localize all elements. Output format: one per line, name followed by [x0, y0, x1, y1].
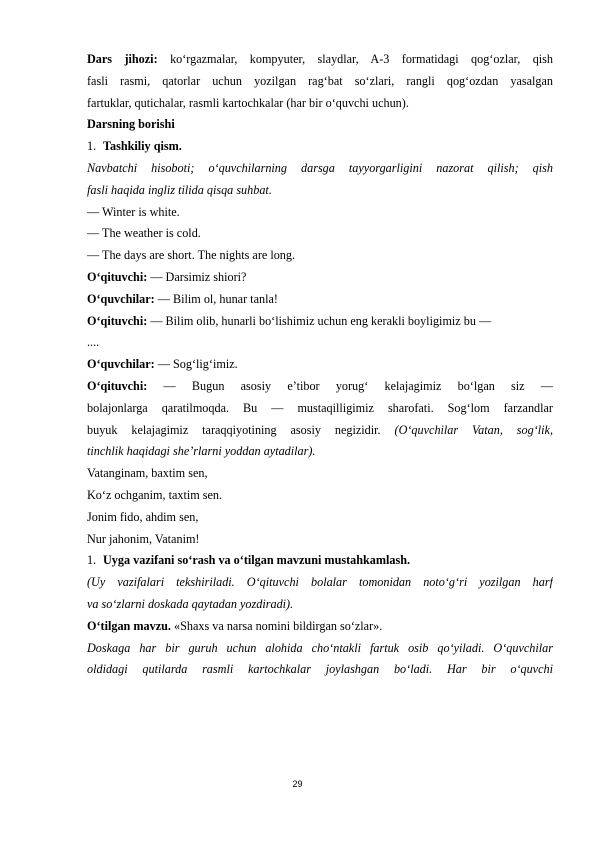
- english-line-2: — The weather is cold.: [87, 226, 201, 241]
- dialogue-5-line-2: bolajonlarga qaratilmoqda. Bu — mustaqilligimiz sharofati. Sog‘lom farzandlar: [87, 400, 553, 415]
- dialogue-5-line-1: O‘qituvchi: — Bugun asosiy e’tibor yorug‘ kelajagimiz bo‘lgan siz —: [87, 378, 553, 393]
- dialogue-1: O‘qituvchi: — Darsimiz shiori?: [87, 269, 247, 284]
- equipment-line-2: fasli rasmi, qatorlar uchun yozilgan rag‘bat so‘zlari, rangli qog‘ozdan yasalgan: [87, 73, 553, 88]
- italic-instruction-2-line-1: (Uy vazifalari tekshiriladi. O‘qituvchi bolalar tomonidan noto‘g‘ri yozilgan harf: [87, 575, 553, 590]
- section-2-heading: 1. Uyga vazifani so‘rash va o‘tilgan mavzuni mustahkamlash.: [87, 553, 411, 568]
- poem-line-1: Vatanginam, baxtim sen,: [87, 466, 208, 481]
- page-number: 29: [292, 779, 303, 789]
- equipment-line-1: Dars jihozi: ko‘rgazmalar, kompyuter, slaydlar, A-3 formatidagi qog‘ozlar, qish: [87, 52, 553, 66]
- section-1-heading: 1. Tashkiliy qism.: [87, 139, 182, 154]
- poem-line-3: Jonim fido, ahdim sen,: [87, 509, 199, 524]
- italic-instruction-3-line-2: oldidagi qutilarda rasmli kartochkalar joylashgan bo‘ladi. Har bir o‘quvchi: [87, 662, 553, 677]
- poem-line-2: Ko‘z ochganim, taxtim sen.: [87, 487, 223, 502]
- equipment-line-3: fartuklar, qutichalar, rasmli kartochkalar (har bir o‘quvchi uchun).: [87, 95, 409, 110]
- italic-instruction-1-line-2: fasli haqida ingliz tilida qisqa suhbat.: [87, 182, 272, 197]
- dialogue-4: O‘quvchilar: — Sog‘lig‘imiz.: [87, 357, 238, 372]
- dialogue-3-cont: ....: [87, 335, 100, 350]
- italic-instruction-2-line-2: va so‘zlarni doskada qaytadan yozdiradi).: [87, 596, 294, 611]
- poem-line-4: Nur jahonim, Vatanim!: [87, 531, 200, 546]
- dialogue-5-line-4: tinchlik haqidagi she’rlarni yoddan aytadilar).: [87, 444, 316, 459]
- english-line-1: — Winter is white.: [87, 204, 180, 219]
- page-content: [87, 49, 553, 681]
- italic-instruction-3-line-1: Doskaga har bir guruh uchun alohida cho‘ntakli fartuk osib qo‘yiladi. O‘quvchilar: [87, 640, 553, 655]
- italic-instruction-1-line-1: Navbatchi hisoboti; o‘quvchilarning darsga tayyorgarligini nazorat qilish; qish: [87, 160, 553, 175]
- dialogue-5-line-3: buyuk kelajagimiz taraqqiyotining asosiy negizidir. (O‘quvchilar Vatan, sog‘lik,: [87, 422, 553, 437]
- section-heading-borishi: Darsning borishi: [87, 117, 175, 132]
- topic-line: O‘tilgan mavzu. «Shaxs va narsa nomini bildirgan so‘zlar».: [87, 618, 383, 633]
- equipment-label: Dars jihozi:: [87, 52, 158, 66]
- dialogue-2: O‘quvchilar: — Bilim ol, hunar tanla!: [87, 291, 278, 306]
- dialogue-3: O‘qituvchi: — Bilim olib, hunarli bo‘lishimiz uchun eng kerakli boyligimiz bu —: [87, 313, 492, 328]
- english-line-3: — The days are short. The nights are long.: [87, 248, 296, 263]
